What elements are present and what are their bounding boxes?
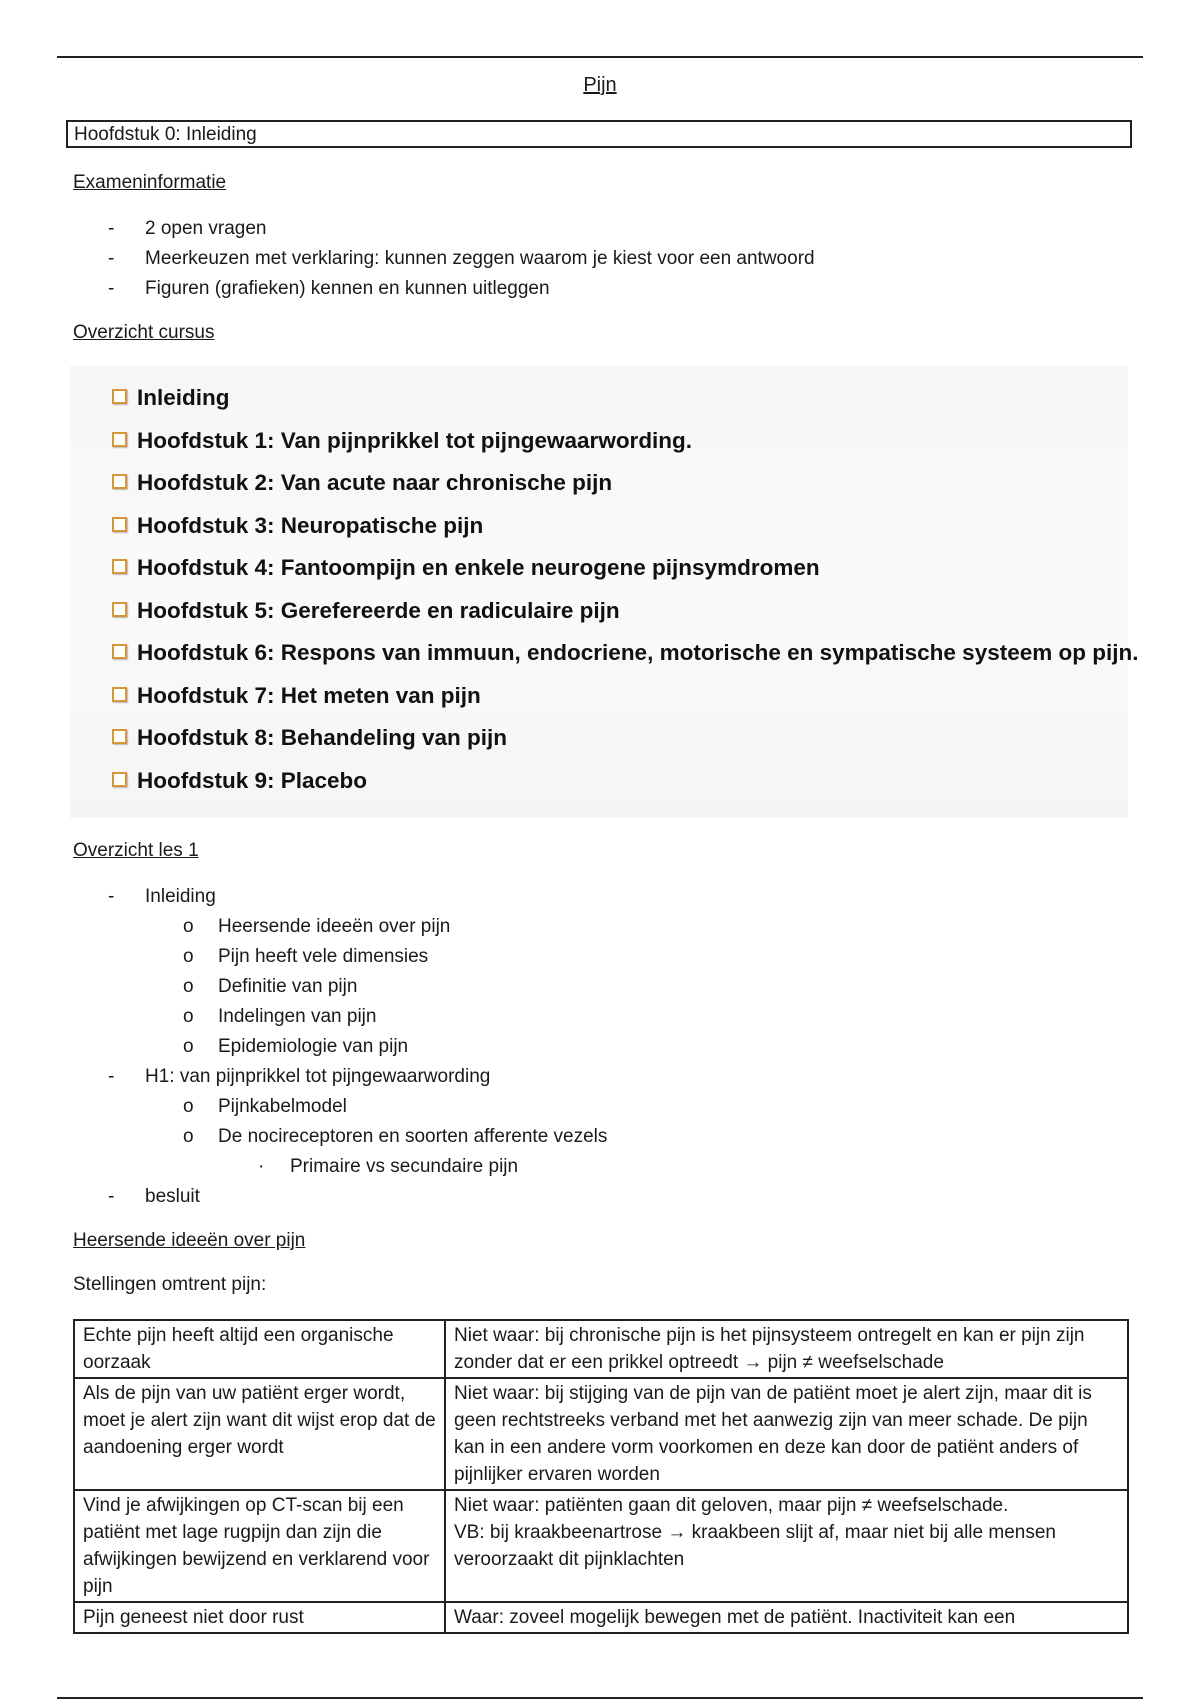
checkbox-bullet-icon (112, 687, 127, 702)
checkbox-bullet-icon (112, 644, 127, 659)
course-overview-slide (70, 366, 1139, 818)
course-item: Hoofdstuk 9: Placebo (112, 765, 1128, 808)
list-item: - H1: van pijnprikkel tot pijngewaarwording (108, 1066, 491, 1087)
answer-example: VB: bij kraakbeenartrose → kraakbeen slijt af, maar niet bij alle mensen veroorzaakt dit pijnklachten (454, 1522, 1056, 1570)
course-item: Hoofdstuk 2: Van acute naar chronische pijn (112, 467, 1128, 510)
checkbox-bullet-icon (112, 517, 127, 532)
exam-info-list (73, 214, 815, 304)
course-item: Hoofdstuk 4: Fantoompijn en enkele neurogene pijnsymdromen (112, 552, 1128, 595)
table-row (74, 1490, 1128, 1602)
checkbox-bullet-icon (112, 474, 127, 489)
course-item: Inleiding (112, 382, 1128, 425)
list-item: - besluit (108, 1186, 200, 1207)
answer-cell: Niet waar: bij chronische pijn is het pijnsysteem ontregelt en kan er pijn zijn zonder dat er een prikkel optreedt → pijn ≠ weefselschade (445, 1320, 1128, 1378)
checkbox-bullet-icon (112, 602, 127, 617)
list-item: - 2 open vragen (108, 218, 267, 239)
answer-cell: Niet waar: bij stijging van de pijn van de patiënt moet je alert zijn, maar dit is geen rechtstreeks verband met het aanwezig zijn van meer schade. De pijn kan in een andere vorm voorkomen en deze kan door de patiënt anders of pijnlijker ervaren worden (445, 1378, 1128, 1490)
statement-cell: Echte pijn heeft altijd een organische oorzaak (74, 1320, 445, 1378)
list-item: o De nocireceptoren en soorten afferente vezels (183, 1126, 608, 1147)
statement-cell: Pijn geneest niet door rust (74, 1602, 445, 1633)
list-item: o Pijn heeft vele dimensies (183, 946, 429, 967)
table-row (74, 1378, 1128, 1490)
list-item: o Heersende ideeën over pijn (183, 916, 451, 937)
answer-cell: Waar: zoveel mogelijk bewegen met de patiënt. Inactiviteit kan een (445, 1602, 1128, 1633)
list-item: · Primaire vs secundaire pijn (258, 1156, 519, 1177)
course-overview-heading: Overzicht cursus (73, 322, 215, 343)
lesson-overview-heading: Overzicht les 1 (73, 840, 199, 861)
table-row (74, 1602, 1128, 1633)
list-item: o Definitie van pijn (183, 976, 358, 997)
course-item: Hoofdstuk 5: Gerefereerde en radiculaire pijn (112, 595, 1128, 638)
chapter-heading-box: Hoofdstuk 0: Inleiding (66, 120, 1132, 148)
list-item: - Inleiding (108, 886, 216, 907)
statement-cell: Als de pijn van uw patiënt erger wordt, moet je alert zijn want dit wijst erop dat de aandoening erger wordt (74, 1378, 445, 1490)
course-item: Hoofdstuk 8: Behandeling van pijn (112, 722, 1128, 765)
checkbox-bullet-icon (112, 432, 127, 447)
list-item: o Pijnkabelmodel (183, 1096, 347, 1117)
bottom-rule (57, 1697, 1143, 1699)
checkbox-bullet-icon (112, 389, 127, 404)
list-item: o Epidemiologie van pijn (183, 1036, 409, 1057)
top-rule (57, 56, 1143, 58)
page-title: Pijn (583, 74, 617, 96)
checkbox-bullet-icon (112, 729, 127, 744)
course-item: Hoofdstuk 6: Respons van immuun, endocriene, motorische en sympatische systeem op pijn. (112, 637, 1128, 680)
list-item: - Figuren (grafieken) kennen en kunnen uitleggen (108, 278, 550, 299)
course-item: Hoofdstuk 7: Het meten van pijn (112, 680, 1128, 723)
checkbox-bullet-icon (112, 559, 127, 574)
table-row (74, 1320, 1128, 1378)
checkbox-bullet-icon (112, 772, 127, 787)
list-item: - Meerkeuzen met verklaring: kunnen zeggen waarom je kiest voor een antwoord (108, 248, 815, 269)
course-item: Hoofdstuk 3: Neuropatische pijn (112, 510, 1128, 553)
statements-intro: Stellingen omtrent pijn: (73, 1274, 267, 1295)
statement-cell: Vind je afwijkingen op CT-scan bij een patiënt met lage rugpijn dan zijn die afwijkingen bewijzend en verklarend voor pijn (74, 1490, 445, 1602)
course-item: Hoofdstuk 1: Van pijnprikkel tot pijngewaarwording. (112, 425, 1128, 468)
answer-line: Niet waar: patiënten gaan dit geloven, maar pijn ≠ weefselschade. (454, 1495, 1009, 1516)
ideas-heading: Heersende ideeën over pijn (73, 1230, 306, 1251)
exam-info-heading: Exameninformatie (73, 172, 227, 193)
list-item: o Indelingen van pijn (183, 1006, 377, 1027)
statements-table (73, 1319, 1129, 1634)
lesson-overview-list (73, 882, 607, 1212)
answer-cell (445, 1490, 1128, 1602)
